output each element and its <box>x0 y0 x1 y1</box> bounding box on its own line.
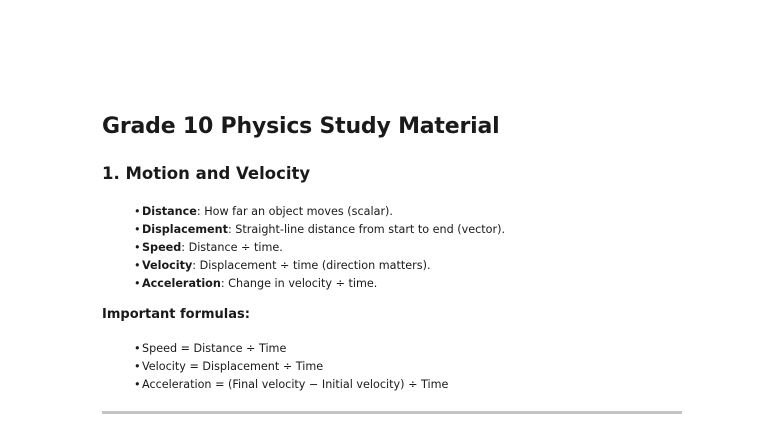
bullet-icon: • <box>134 223 141 236</box>
list-item <box>134 239 505 257</box>
bullet-icon: • <box>134 360 141 373</box>
formulas-heading: Important formulas: <box>102 307 250 322</box>
list-item <box>134 203 505 221</box>
formula-acceleration: Acceleration = (Final velocity − Initial velocity) ÷ Time <box>142 378 449 391</box>
list-item <box>134 376 448 394</box>
term-distance: Distance <box>142 205 197 218</box>
bullet-icon: • <box>134 259 141 272</box>
bullet-icon: • <box>134 378 141 391</box>
list-item <box>134 275 505 293</box>
formulas-list <box>134 340 448 394</box>
definition-text: : Straight-line distance from start to end (vector). <box>227 223 506 236</box>
section-divider <box>102 411 682 414</box>
definition-text: : Displacement ÷ time (direction matters). <box>192 259 431 272</box>
term-acceleration: Acceleration <box>142 277 221 290</box>
list-item <box>134 221 505 239</box>
definitions-list <box>134 203 505 293</box>
list-item <box>134 340 448 358</box>
term-speed: Speed <box>142 241 182 254</box>
document-title: Grade 10 Physics Study Material <box>102 114 500 139</box>
formula-velocity: Velocity = Displacement ÷ Time <box>142 360 324 373</box>
bullet-icon: • <box>134 241 141 254</box>
formula-speed: Speed = Distance ÷ Time <box>142 342 287 355</box>
term-displacement: Displacement <box>142 223 228 236</box>
definition-text: : How far an object moves (scalar). <box>196 205 393 218</box>
list-item <box>134 257 505 275</box>
definition-text: : Distance ÷ time. <box>181 241 283 254</box>
term-velocity: Velocity <box>142 259 193 272</box>
list-item <box>134 358 448 376</box>
section-heading-motion: 1. Motion and Velocity <box>102 164 311 183</box>
bullet-icon: • <box>134 277 141 290</box>
bullet-icon: • <box>134 342 141 355</box>
definition-text: : Change in velocity ÷ time. <box>220 277 378 290</box>
bullet-icon: • <box>134 205 141 218</box>
